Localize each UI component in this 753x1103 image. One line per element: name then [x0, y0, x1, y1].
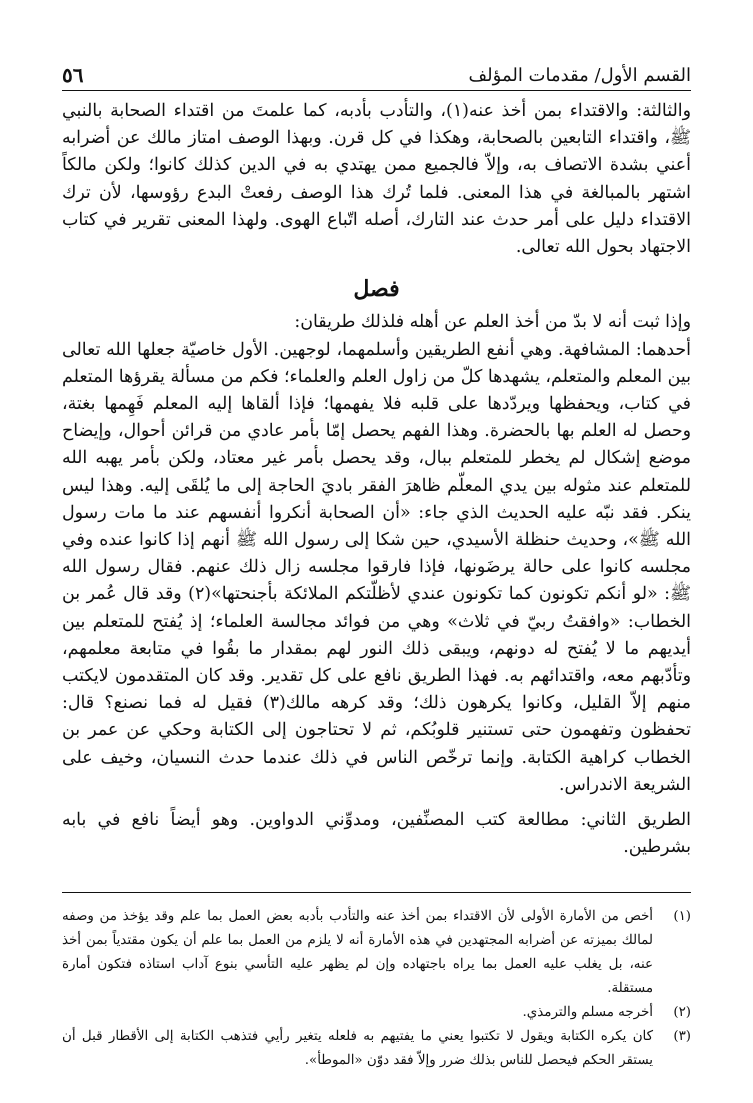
footnote-text: أخص من الأمارة الأولى لأن الاقتداء بمن أخذ عنه والتأدب بأدبه بعض العمل بما علم وقد يؤخذ من وصفه لمالك بميزته عن أضرابه المجتهدين في هذه الأمارة أنه لا يلزم من العمل بما علم أن يكون مقتدياً بمن أخذ عنه، بل يغلب عليه العمل بما يراه باجتهاده وإن لم يظهر عليه التأسي بنوع آداب استاذه فتكون أمارة مستقلة. — [62, 909, 653, 996]
running-title: القسم الأول/ مقدمات المؤلف — [468, 64, 691, 86]
paragraph-second-way: الطريق الثاني: مطالعة كتب المصنِّفين، ومدوِّني الدواوين. وهو أيضاً نافع في بابه بشرطين. — [62, 810, 691, 858]
footnote-number: (٢) — [673, 1005, 691, 1020]
footnote-number: (١) — [673, 909, 691, 924]
page-number: ٥٦ — [62, 63, 84, 87]
footnote-text: أخرجه مسلم والترمذي. — [522, 1005, 653, 1020]
section-heading: فصل — [353, 276, 400, 303]
main-text — [62, 98, 691, 861]
paragraph-intro: وإذا ثبت أنه لا بدّ من أخذ العلم عن أهله فلذلك طريقان: — [294, 312, 691, 333]
footnote-3 — [62, 1025, 691, 1073]
footnote-number: (٣) — [673, 1029, 691, 1044]
page-header — [62, 60, 691, 91]
footnotes — [62, 905, 691, 1073]
footnote-2 — [62, 1001, 691, 1025]
footnote-1 — [62, 905, 691, 1001]
paragraph-first-way: أحدهما: المشافهة. وهي أنفع الطريقين وأسلمهما، لوجهين. الأول خاصيّة جعلها الله تعالى بين المعلم والمتعلم، يشهدها كلّ من زاول العلم والعلماء؛ فكم من مسألة يقرؤها المتعلم في كتاب، ويحفظها ويردّدها على قلبه فلا يفهمها؛ فإذا ألقاها إليه المعلم فَهِمها بغتة، وحصل له العلم بها بالحضرة. وهذا الفهم يحصل إمّا بأمر عادي من قرائن أحوال، وإيضاح موضع إشكال لم يخطر للمتعلم ببال، وقد يحصل بأمر غير معتاد، ولكن بأمر يهبه الله للمتعلم عند مثوله بين يدي المعلّم ظاهرَ الفقر باديَ الحاجة إلى ما يُلقَى إليه. وهذا ليس ينكر. فقد نبّه عليه الحديث الذي جاء: «أن الصحابة أنكروا أنفسهم عند ما مات رسول الله ﷺ»، وحديث حنظلة الأسيدي، حين شكا إلى رسول الله ﷺ أنهم إذا كانوا عنده وفي مجلسه كانوا على حالة يرضَونها، فإذا فارقوا مجلسه زال ذلك عنهم. فقال رسول الله ﷺ: «لو أنكم تكونون كما تكونون عندي لأظلّتكم الملائكة بأجنحتها»(٢) وقد قال عُمر بن الخطاب: «وافقتُ ربيّ في ثلاث» وهي من فوائد مجالسة العلماء؛ إذ يُفتح للمتعلم بين أيديهم ما لا يُفتح له دونهم، ويبقى ذلك النور لهم بمقدار ما بقُوا في متابعة معلمهم، وتأدّبهم معه، واقتدائهم به. فهذا الطريق نافع على كل تقدير. وقد كان المتقدمون لايكتب منهم إلاّ القليل، وكانوا يكرهون ذلك؛ وقد كرهه مالك(٣) فقيل له فما نصنع؟ قال: تحفظون وتفهمون حتى تستنير قلوبُكم، ثم لا تحتاجون إلى الكتابة وحكي عن عمر بن الخطاب كراهية الكتابة. وإنما ترخّص الناس في ذلك عندما حدث النسيان، وخيف على الشريعة الاندراس. — [62, 339, 691, 795]
footnote-text: كان يكره الكتابة ويقول لا تكتبوا يعني ما يفتيهم به فلعله يتغير رأيي فتذهب الكتابة إلى الأقطار قبل أن يستقر الحكم فيحصل للناس بذلك ضرر وإلاّ فقد دوّن «الموطأ». — [62, 1029, 653, 1068]
paragraph-third-sign: والثالثة: والاقتداء بمن أخذ عنه(١)، والتأدب بأدبه، كما علمتَ من اقتداء الصحابة بالنبي ﷺ، واقتداء التابعين بالصحابة، وهكذا في كل قرن. وبهذا الوصف امتاز مالك عن أضرابه أعني بشدة الاتصاف به، وإلاّ فالجميع ممن يهتدي به في الدين كذلك كانوا؛ ولكن مالكاً اشتهر بالمبالغة في هذا المعنى. فلما تُرك هذا الوصف رفعتْ البدع رؤوسها، لأن ترك الاقتداء دليل على أمر حدث عند التارك، أصله اتّباع الهوى. ولهذا المعنى تقرير في كتاب الاجتهاد بحول الله تعالى. — [62, 101, 692, 258]
footnote-separator — [62, 892, 691, 893]
